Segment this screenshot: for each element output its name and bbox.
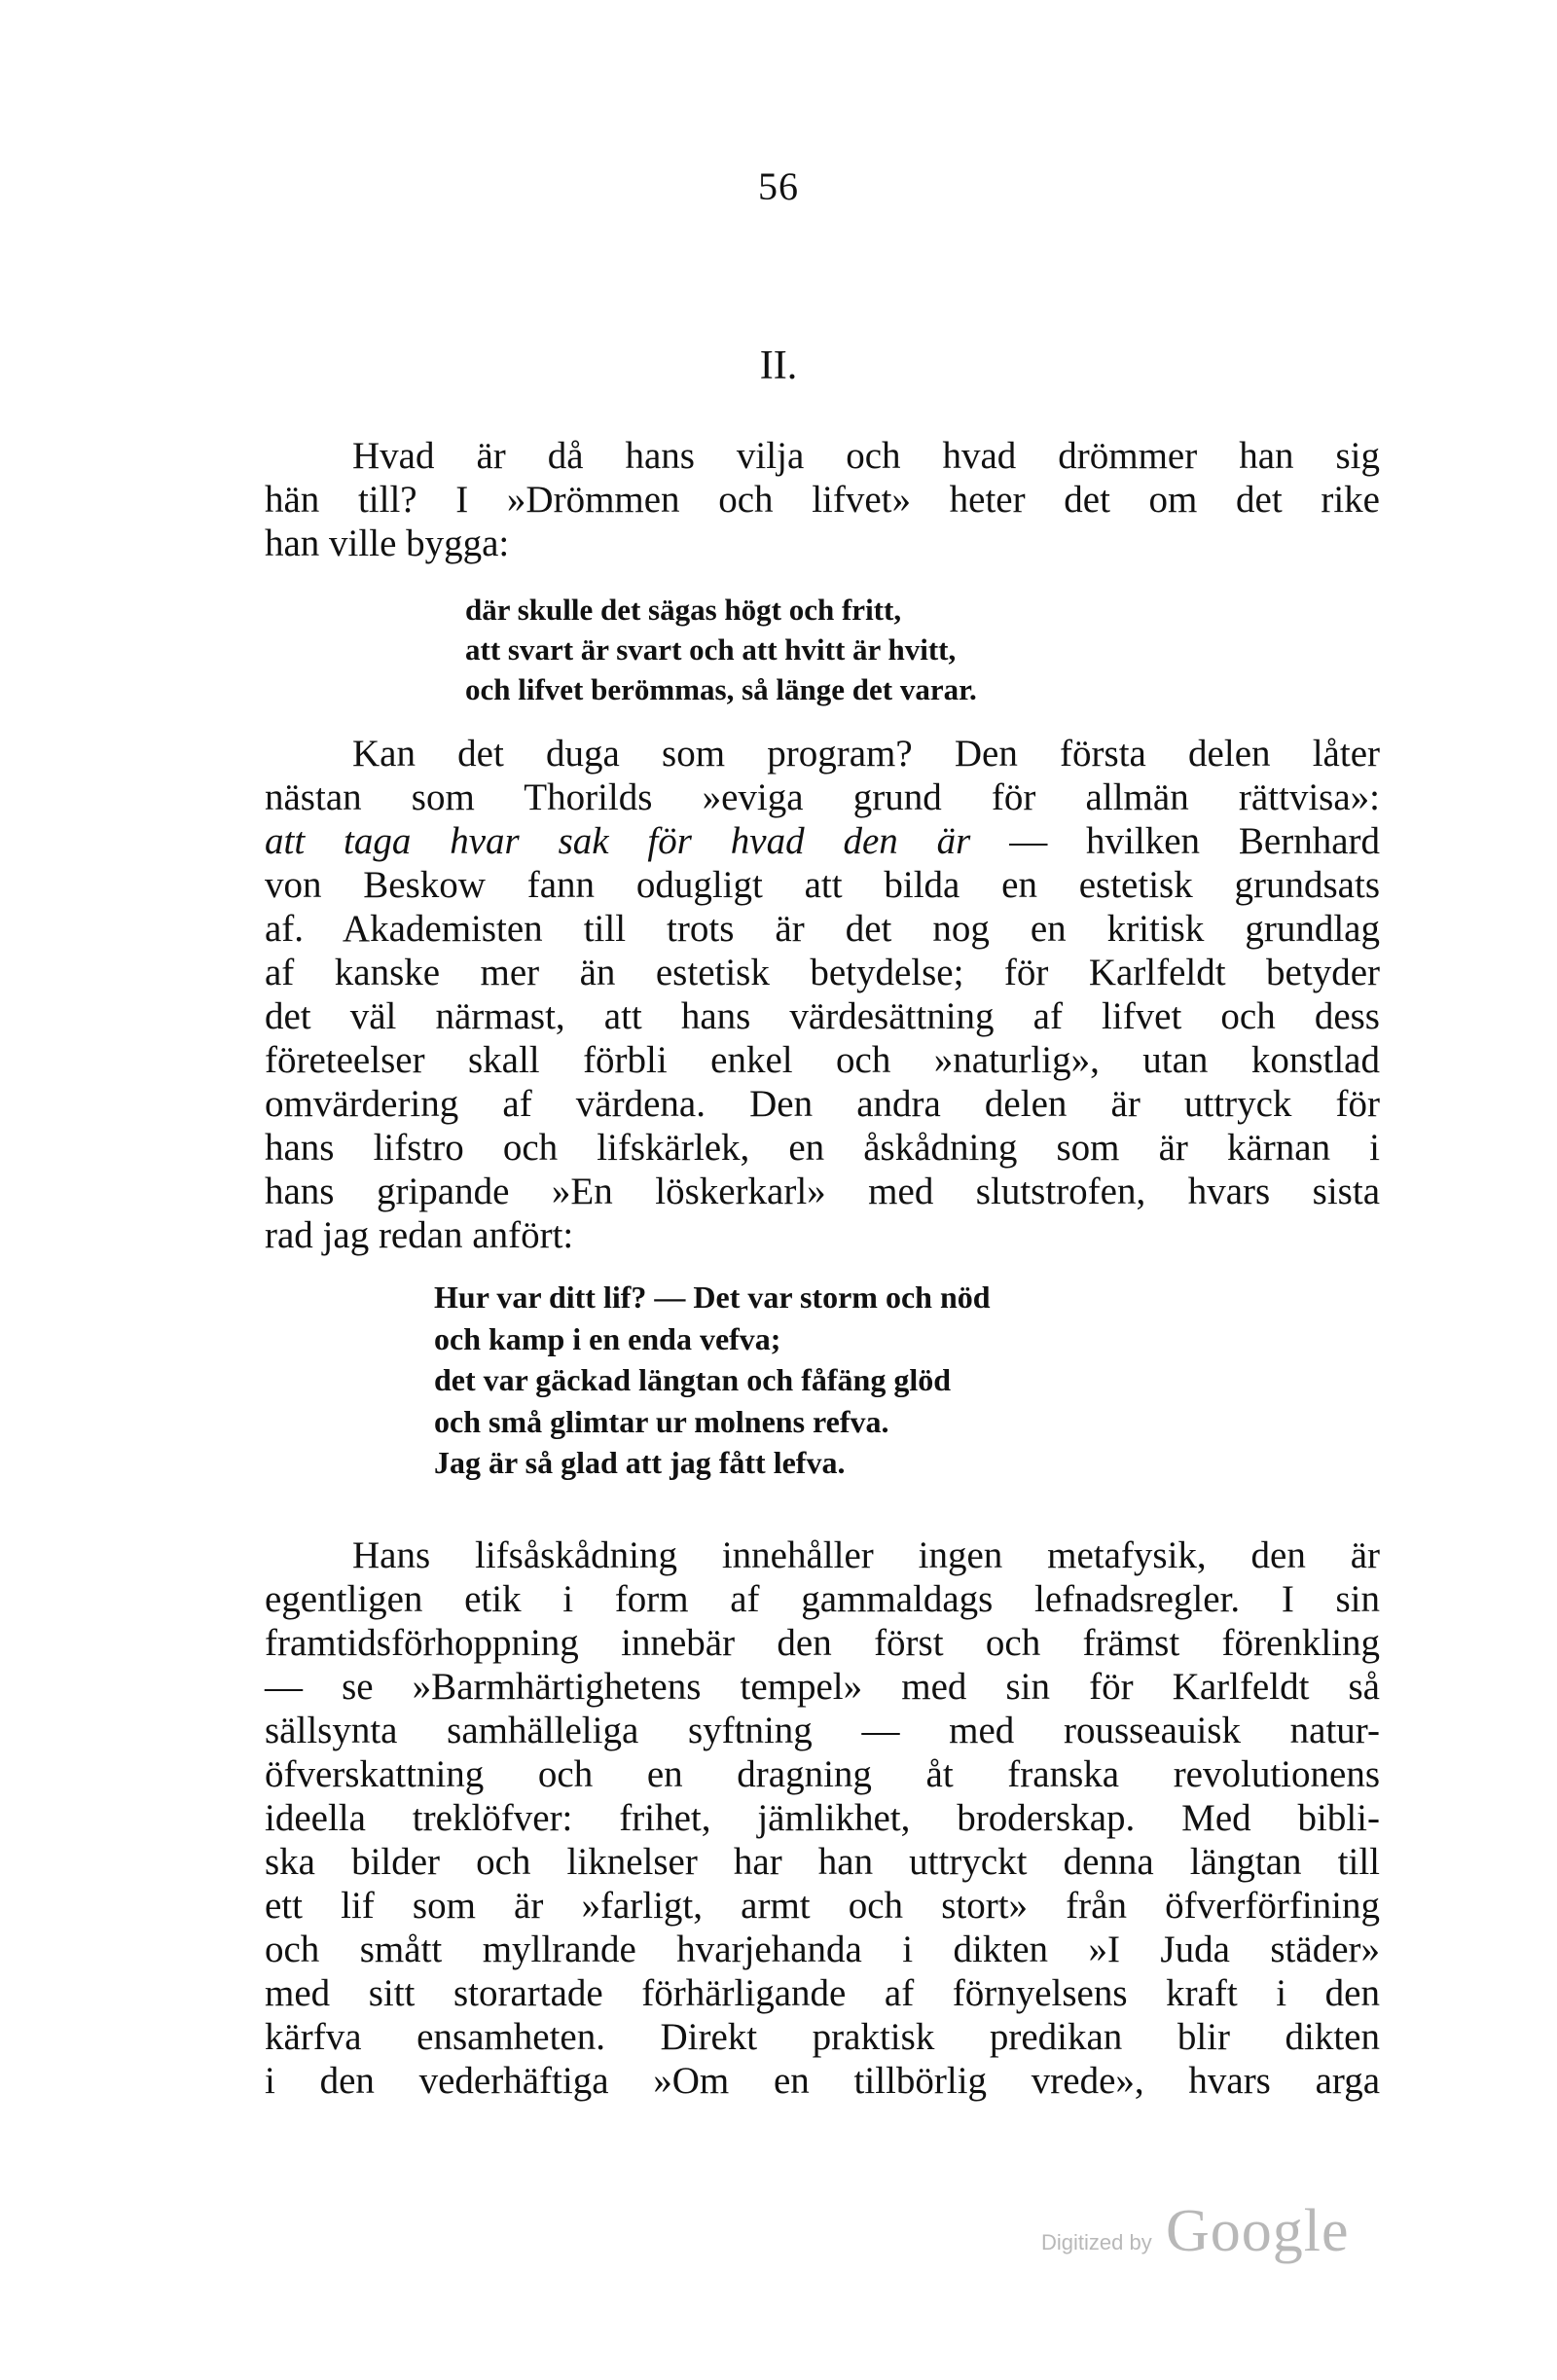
text-line: egentligen etik i form af gammaldags lefnadsregler. I sin — [265, 1578, 1380, 1620]
text-line: ideella treklöfver: frihet, jämlikhet, broderskap. Med bibli- — [265, 1797, 1380, 1839]
verse-line: Jag är så glad att jag fått lefva. — [434, 1445, 846, 1480]
text-line: det väl närmast, att hans värdesättning af lifvet och dess — [265, 995, 1380, 1037]
digitized-watermark — [1041, 2198, 1372, 2269]
text-line: företeelser skall förbli enkel och »naturlig», utan konstlad — [265, 1039, 1380, 1081]
paragraph-2 — [265, 732, 1380, 1257]
text-line — [265, 819, 1380, 863]
verse-line: det var gäckad längtan och fåfäng glöd — [434, 1362, 952, 1397]
verse-line: att svart är svart och att hvitt är hvitt, — [465, 632, 957, 667]
text-line: rad jag redan anfört: — [265, 1214, 574, 1256]
verse-line: och lifvet berömmas, så länge det varar. — [465, 672, 977, 706]
text-line: öfverskattning och en dragning åt franska revolutionens — [265, 1753, 1380, 1795]
google-logo: Google — [1166, 2198, 1350, 2264]
paragraph-1 — [265, 434, 1380, 565]
verse-line: Hur var ditt lif? — Det var storm och nöd — [434, 1280, 991, 1315]
text-line: ett lif som är »farligt, armt och stort» från öfverförfining — [265, 1885, 1380, 1927]
text-line: ska bilder och liknelser har han uttryckt denna längtan till — [265, 1841, 1380, 1883]
section-heading: II. — [759, 343, 798, 388]
text-line: hän till? I »Drömmen och lifvet» heter det om det rike — [265, 479, 1380, 521]
text-line: hans gripande »En löskerkarl» med slutstrofen, hvars sista — [265, 1171, 1380, 1212]
text-line: Kan det duga som program? Den första delen låter — [352, 733, 1380, 775]
text-line: von Beskow fann odugligt att bilda en estetisk grundsats — [265, 864, 1380, 906]
text-line: med sitt storartade förhärligande af förnyelsens kraft i den — [265, 1972, 1380, 2014]
text-line: och smått myllrande hvarjehanda i dikten »I Juda städer» — [265, 1929, 1380, 1970]
text-line: omvärdering af värdena. Den andra delen är uttryck för — [265, 1083, 1380, 1125]
text-line: framtidsförhoppning innebär den först och främst förenkling — [265, 1622, 1380, 1664]
paragraph-3 — [265, 1533, 1380, 2103]
text-line: i den vederhäftiga »Om en tillbörlig vrede», hvars arga — [265, 2060, 1380, 2102]
verse-quote-2 — [434, 1277, 991, 1484]
watermark-prefix: Digitized by — [1041, 2230, 1152, 2254]
text-line: Hans lifsåskådning innehåller ingen metafysik, den är — [352, 1534, 1380, 1576]
text-line: af kanske mer än estetisk betydelse; för Karlfeldt betyder — [265, 952, 1380, 993]
verse-line: och små glimtar ur molnens refva. — [434, 1403, 889, 1439]
text-line: sällsynta samhälleliga syftning — med rousseauisk natur- — [265, 1710, 1380, 1751]
text-line: han ville bygga: — [265, 523, 510, 564]
text-line: af. Akademisten till trots är det nog en kritisk grundlag — [265, 908, 1380, 950]
verse-quote-1 — [465, 590, 977, 709]
text-line: — se »Barmhärtighetens tempel» med sin för Karlfeldt så — [265, 1666, 1380, 1708]
italic-quote: att taga hvar sak för hvad den är — [265, 820, 971, 862]
verse-line: där skulle det sägas högt och fritt, — [465, 593, 902, 627]
text-line: hans lifstro och lifskärlek, en åskådning som är kärnan i — [265, 1127, 1380, 1169]
text-line: kärfva ensamheten. Direkt praktisk predikan blir dikten — [265, 2016, 1380, 2058]
text-run: — hvilken Bernhard — [970, 820, 1380, 862]
text-line: nästan som Thorilds »eviga grund för allmän rättvisa»: — [265, 776, 1380, 818]
page-number: 56 — [758, 164, 799, 208]
text-line: Hvad är då hans vilja och hvad drömmer han sig — [352, 435, 1380, 477]
verse-line: och kamp i en enda vefva; — [434, 1320, 781, 1356]
